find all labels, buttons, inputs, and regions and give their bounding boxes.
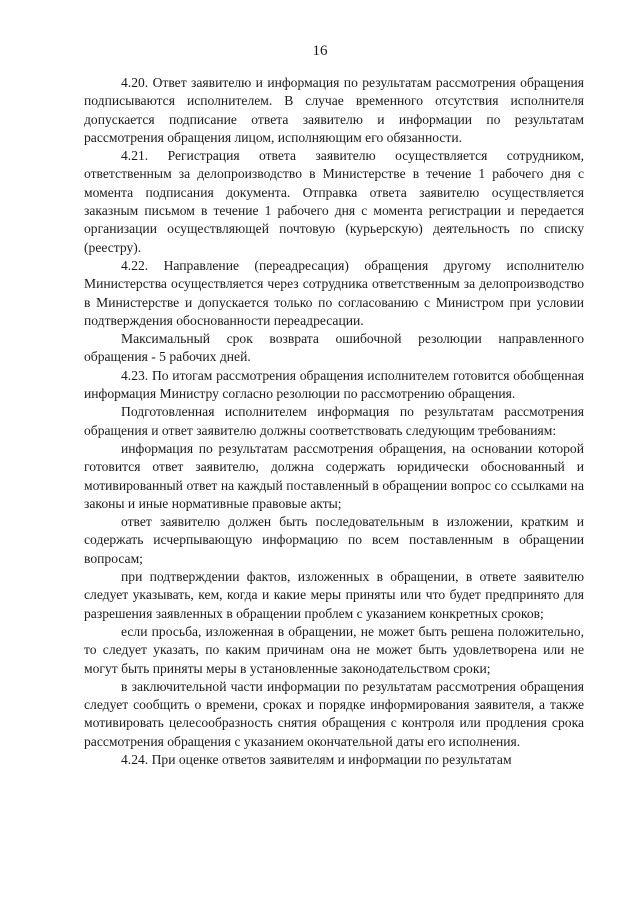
paragraph-4-20: 4.20. Ответ заявителю и информация по результатам рассмотрения обращения подписываются исполнителем. В случае временного отсутствия исполнителя допускается подписание ответа заявителю и информации по результатам рассмотрения обращения лицом, исполняющим его обязанности. [84, 75, 584, 145]
paragraph-requirements-intro: Подготовленная исполнителем информация по результатам рассмотрения обращения и ответ заявителю должны соответствовать следующим требованиям: [84, 404, 584, 438]
paragraph-max-return-term: Максимальный срок возврата ошибочной резолюции направленного обращения - 5 рабочих дней. [84, 331, 584, 365]
document-body [84, 74, 584, 769]
paragraph-requirement-refusal: если просьба, изложенная в обращении, не может быть решена положительно, то следует указать, по каким причинам она не может быть удовлетворена или не могут быть приняты меры в установленные законодательством сроки; [84, 623, 584, 676]
paragraph-4-23: 4.23. По итогам рассмотрения обращения исполнителем готовится обобщенная информация Министру согласно резолюции по рассмотрению обращения. [84, 367, 584, 402]
paragraph-requirement-conclusion: в заключительной части информации по результатам рассмотрения обращения следует сообщить о времени, сроках и порядке информирования заявителя, а также мотивировать целесообразность снятия обращения с контроля или продления срока рассмотрения обращения с указанием окончательной даты его исполнения. [84, 678, 584, 749]
paragraph-4-22: 4.22. Направление (переадресация) обращения другому исполнителю Министерства осуществляется через сотрудника ответственным за делопроизводство в Министерстве и допускается только по согласованию с Министром при условии подтверждения обоснованности переадресации. [84, 257, 584, 328]
page-number: 16 [312, 43, 328, 59]
paragraph-requirement-facts: при подтверждении фактов, изложенных в обращении, в ответе заявителю следует указывать, кем, когда и какие меры приняты или что будет предпринято для разрешения заявленных в обращении проблем с указанием конкретных сроков; [84, 569, 584, 621]
paragraph-4-24: 4.24. При оценке ответов заявителям и информации по результатам [121, 751, 512, 767]
paragraph-4-21: 4.21. Регистрация ответа заявителю осуществляется сотрудником, ответственным за делопроизводство в Министерстве в течение 1 рабочего дня с момента подписания документа. Отправка ответа заявителю осуществляется заказным письмом в течение 1 рабочего дня с момента регистрации и передается организации осуществляющей почтовую (курьерскую) деятельность по списку (реестру). [84, 148, 584, 255]
paragraph-requirement-legal-basis: информация по результатам рассмотрения обращения, на основании которой готовится ответ заявителю, должна содержать юридически обоснованный и мотивированный ответ на каждый поставленный в обращении вопрос со ссылками на законы и иные нормативные правовые акты; [84, 440, 584, 511]
paragraph-requirement-concise: ответ заявителю должен быть последовательным в изложении, кратким и содержать исчерпывающую информацию по всем поставленным в обращении вопросам; [84, 514, 584, 566]
